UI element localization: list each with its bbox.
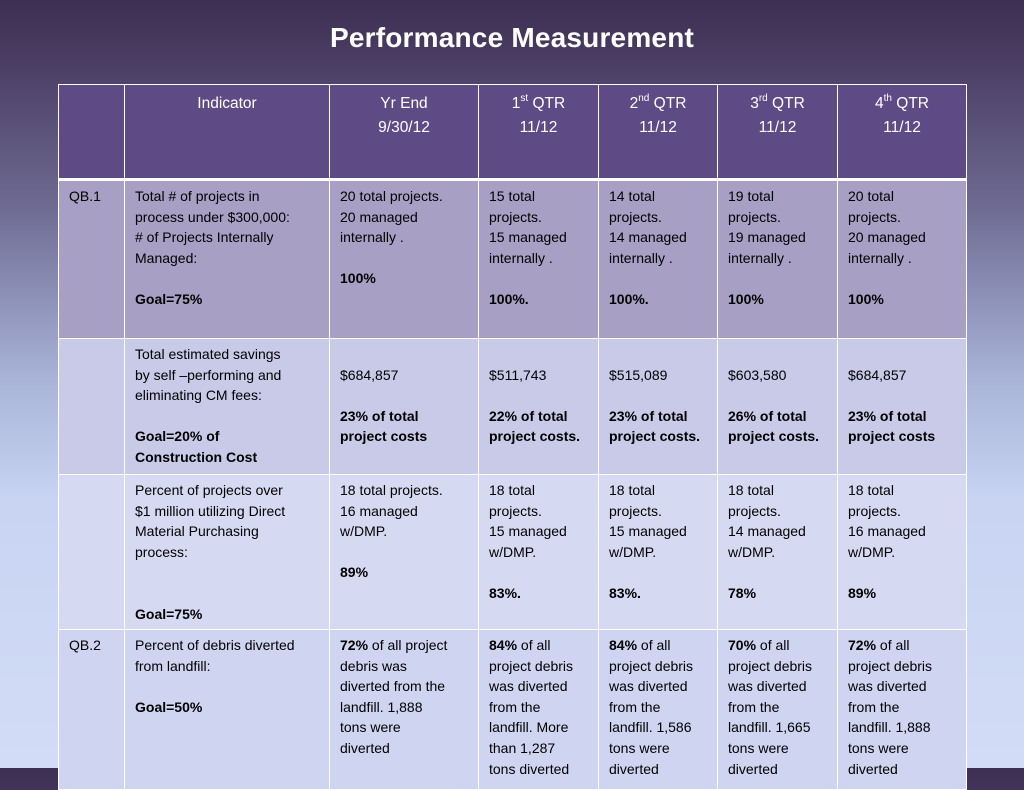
value-line: 20 managed (340, 208, 418, 225)
result-text: project costs (340, 428, 428, 445)
value-line: 15 managed (489, 229, 567, 246)
value-line: internally . (340, 229, 404, 246)
value-line: diverted (728, 760, 778, 777)
value-line: landfill. 1,586 (609, 719, 692, 736)
value-line: w/DMP. (340, 523, 388, 540)
q2-cell (599, 180, 718, 339)
indicator-line: Percent of debris diverted (135, 637, 295, 653)
value-line: project debris (848, 657, 933, 674)
value-line: 19 managed (728, 229, 806, 246)
indicator-cell (125, 339, 330, 475)
q2-cell (599, 475, 718, 630)
result-text: 89% (340, 564, 369, 581)
amount-text: $511,743 (489, 366, 547, 383)
goal-text: Goal=20% of (135, 428, 220, 445)
result-text: 22% of total (489, 407, 568, 424)
value-line: tons diverted (489, 760, 570, 777)
header-q3-qtr: QTR (767, 95, 805, 112)
indicator-cell (125, 630, 330, 790)
row-id (59, 339, 125, 475)
q2-cell (599, 630, 718, 790)
value-line: 19 total (728, 188, 774, 204)
value-line: projects. (728, 208, 781, 225)
header-yr-end-date: 9/30/12 (378, 119, 430, 136)
value-line: project debris (489, 657, 574, 674)
q3-cell (718, 339, 838, 475)
value-line: w/DMP. (848, 543, 896, 560)
header-q1-date: 11/12 (519, 119, 558, 136)
indicator-line: Total # of projects in (135, 188, 260, 204)
value-line: of all (517, 637, 551, 653)
q1-cell (479, 630, 599, 790)
header-q4 (838, 85, 967, 180)
pct-text: 84% (609, 637, 638, 653)
value-line: projects. (848, 208, 901, 225)
goal-text: Construction Cost (135, 448, 258, 465)
value-line: internally . (489, 249, 553, 266)
q1-cell (479, 475, 599, 630)
value-line: projects. (609, 208, 662, 225)
performance-table (58, 84, 967, 790)
value-line: 15 managed (609, 523, 687, 540)
q1-cell (479, 180, 599, 339)
value-line: tons were (728, 739, 789, 756)
indicator-cell (125, 475, 330, 630)
pct-text: 84% (489, 637, 518, 653)
header-row (59, 85, 967, 180)
header-yr-end (330, 85, 479, 180)
value-line: 18 total projects. (340, 482, 443, 498)
row-id: QB.2 (59, 630, 125, 790)
value-line: projects. (609, 502, 662, 519)
value-line: projects. (489, 502, 542, 519)
value-line: 18 total (609, 482, 655, 498)
header-q1-qtr: QTR (528, 95, 566, 112)
yr-end-cell (330, 475, 479, 630)
value-line: w/DMP. (489, 543, 537, 560)
value-line: 18 total (848, 482, 894, 498)
yr-end-cell (330, 630, 479, 790)
result-text: 83%. (609, 584, 641, 601)
value-line: of all (637, 637, 671, 653)
value-line: landfill. 1,665 (728, 719, 811, 736)
value-line: 18 total (489, 482, 535, 498)
value-line: was diverted (609, 678, 688, 695)
value-line: 14 managed (609, 229, 687, 246)
value-line: was diverted (489, 678, 568, 695)
value-line: internally . (728, 249, 792, 266)
q3-cell (718, 180, 838, 339)
header-q1-num: 1 (511, 95, 521, 112)
value-line: was diverted (728, 678, 807, 695)
value-line: 20 managed (848, 229, 926, 246)
header-yr-end-label: Yr End (380, 95, 428, 112)
indicator-line: process: (135, 543, 188, 560)
result-text: 100%. (489, 290, 529, 307)
header-q1 (479, 85, 599, 180)
header-q3-num: 3 (750, 95, 759, 112)
pct-text: 72% (848, 637, 877, 653)
value-line: tons were (340, 719, 401, 736)
header-q4-num: 4 (875, 95, 884, 112)
header-q4-date: 11/12 (883, 119, 921, 136)
header-q2 (599, 85, 718, 180)
value-line: projects. (489, 208, 542, 225)
value-line: project debris (728, 657, 813, 674)
result-text: project costs. (609, 428, 701, 445)
value-line: from the (609, 698, 661, 715)
header-q2-sup: nd (638, 92, 650, 104)
yr-end-cell (330, 339, 479, 475)
value-line: projects. (728, 502, 781, 519)
q2-cell (599, 339, 718, 475)
value-line: tons were (609, 739, 670, 756)
indicator-line: Managed: (135, 249, 198, 266)
result-text: 26% of total (728, 407, 807, 424)
amount-text: $684,857 (848, 366, 907, 383)
goal-text: Goal=75% (135, 290, 203, 307)
result-text: 100% (728, 290, 764, 307)
q4-cell (838, 339, 967, 475)
result-text: 23% of total (848, 407, 927, 424)
header-q2-qtr: QTR (649, 95, 687, 112)
value-line: was diverted (848, 678, 927, 695)
value-line: internally . (609, 249, 673, 266)
value-line: tons were (848, 739, 909, 756)
value-line: diverted from the (340, 678, 446, 695)
header-q4-sup: th (883, 92, 892, 104)
value-line: 16 managed (340, 502, 418, 519)
result-text: project costs (848, 428, 936, 445)
value-line: internally . (848, 249, 912, 266)
header-q1-sup: st (520, 92, 529, 104)
value-line: w/DMP. (609, 543, 657, 560)
value-line: from the (848, 698, 900, 715)
value-line: 15 total (489, 188, 535, 204)
result-text: 100% (340, 270, 376, 287)
value-line: than 1,287 (489, 739, 556, 756)
table-row (59, 475, 967, 630)
result-text: project costs. (489, 428, 581, 445)
header-q3-sup: rd (758, 92, 768, 104)
result-text: 100% (848, 290, 884, 307)
result-text: 23% of total (609, 407, 688, 424)
goal-text: Goal=50% (135, 698, 203, 715)
pct-text: 70% (728, 637, 757, 653)
value-line: of all project (368, 637, 448, 653)
value-line: landfill. 1,888 (848, 719, 931, 736)
value-line: 14 total (609, 188, 655, 204)
header-q3 (718, 85, 838, 180)
result-text: 100%. (609, 290, 649, 307)
row-id (59, 475, 125, 630)
result-text: 89% (848, 584, 877, 601)
indicator-line: by self –performing and (135, 366, 282, 383)
q3-cell (718, 475, 838, 630)
goal-text: Goal=75% (135, 605, 203, 622)
value-line: diverted (340, 739, 390, 756)
yr-end-cell (330, 180, 479, 339)
header-q2-date: 11/12 (639, 119, 677, 136)
value-line: from the (489, 698, 541, 715)
pct-text: 72% (340, 637, 369, 653)
amount-text: $603,580 (728, 366, 787, 383)
q4-cell (838, 630, 967, 790)
table-row (59, 180, 967, 339)
value-line: landfill. More (489, 719, 569, 736)
value-line: diverted (848, 760, 898, 777)
result-text: 78% (728, 584, 757, 601)
value-line: 18 total (728, 482, 774, 498)
header-id (59, 85, 125, 180)
indicator-cell (125, 180, 330, 339)
value-line: 16 managed (848, 523, 926, 540)
value-line: diverted (609, 760, 659, 777)
table-row (59, 339, 967, 475)
value-line: 14 managed (728, 523, 806, 540)
header-q4-qtr: QTR (891, 95, 929, 112)
amount-text: $515,089 (609, 366, 668, 383)
indicator-line: # of Projects Internally (135, 229, 274, 246)
header-q3-date: 11/12 (758, 119, 797, 136)
indicator-line: process under $300,000: (135, 208, 290, 225)
value-line: 20 total projects. (340, 188, 443, 204)
value-line: of all (756, 637, 790, 653)
q3-cell (718, 630, 838, 790)
indicator-line: from landfill: (135, 657, 211, 674)
row-id: QB.1 (59, 180, 125, 339)
value-line: from the (728, 698, 780, 715)
result-text: project costs. (728, 428, 820, 445)
indicator-line: Percent of projects over (135, 482, 283, 498)
slide-title: Performance Measurement (329, 22, 695, 53)
header-indicator: Indicator (125, 85, 330, 180)
header-q2-num: 2 (629, 95, 639, 112)
value-line: of all (876, 637, 910, 653)
value-line: w/DMP. (728, 543, 776, 560)
value-line: debris was (340, 657, 407, 674)
q4-cell (838, 180, 967, 339)
q1-cell (479, 339, 599, 475)
indicator-line: Material Purchasing (135, 523, 259, 540)
indicator-line: $1 million utilizing Direct (135, 502, 286, 519)
table-row (59, 630, 967, 790)
value-line: 20 total (848, 188, 894, 204)
result-text: 23% of total (340, 407, 419, 424)
amount-text: $684,857 (340, 366, 399, 383)
q4-cell (838, 475, 967, 630)
value-line: projects. (848, 502, 901, 519)
indicator-line: eliminating CM fees: (135, 387, 262, 404)
value-line: 15 managed (489, 523, 567, 540)
value-line: project debris (609, 657, 694, 674)
indicator-line: Total estimated savings (135, 346, 281, 362)
value-line: landfill. 1,888 (340, 698, 423, 715)
result-text: 83%. (489, 584, 521, 601)
